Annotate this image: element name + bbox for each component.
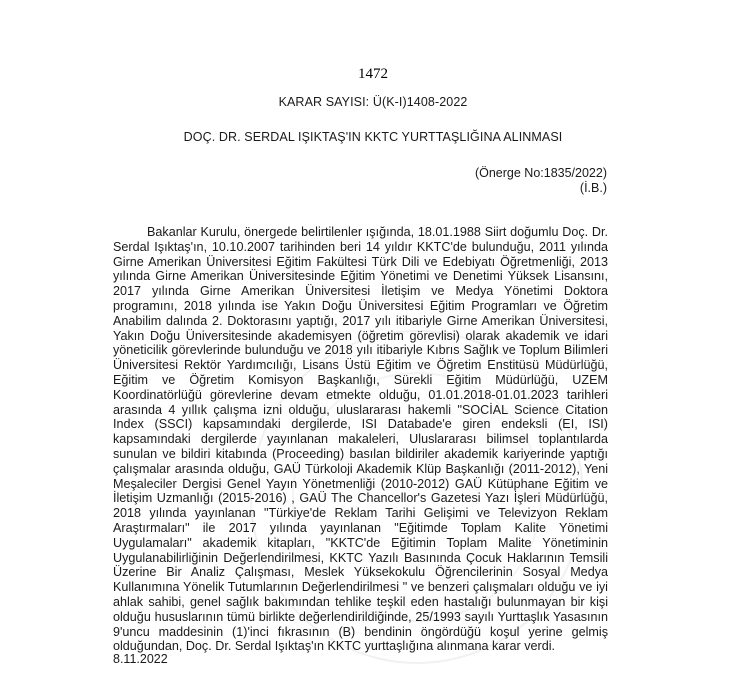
proposal-number: (Önerge No:1835/2022) [474,166,607,180]
decision-body: Bakanlar Kurulu, önergede belirtilenler ışığında, 18.01.1988 Siirt doğumlu Doç. Dr. Serdal Işıktaş'ın, 10.10.2007 tarihinden beri 14 yıldır KKTC'de bulunduğu, 2011 yılında Girne Amerikan Üniversitesi Eğitim Fakültesi Türk Dili ve Edebiyatı Öğretmenliği, 2013 yılında Girne Amerikan Üniversitesinde Eğitim Yönetimi ve Denetimi Yüksek Lisansını, 2017 yılında Girne Amerikan Üniversitesi İletişim ve Medya Yönetimi Doktora programını, 2018 yılında ise Yakın Doğu Üniversitesi Eğitim Programları ve Öğretim Anabilim dalında 2. Doktorasını yaptığı, 2017 yılı itibariyle Girne Amerikan Üniversitesi, Yakın Doğu Üniversitesinde akademisyen (öğretim görevlisi) olarak akademik ve idari yöneticilik görevlerinde bulunduğu ve 2018 yılı itibariyle Kıbrıs Sağlık ve Toplum Bilimleri Üniversitesi Rektör Yardımcılığı, Lisans Üstü Eğitim ve Öğretim Enstitüsü Müdürlüğü, Eğitim ve Öğretim Komisyon Başkanlığı, Sürekli Eğitim Müdürlüğü, UZEM Koordinatörlüğü görevlerine devam etmekte olduğu, 01.01.2018-01.01.2023 tarihleri arasında 4 yıllık çalışma izni olduğu, uluslararası hakemli "SOCİAL Science Citation Index (SSCI) kapsamındaki dergilerde, ISI Databade'e giren endeksli (EI, ISI) kapsamındaki dergilerde yayınlanan makaleleri, Uluslararası bilimsel toplantılarda sunulan ve bildiri kitabında (Proceeding) basılan bildiriler akademik kariyerinde yaptığı çalışmalar arasında olduğu, GAÜ Türkoloji Akademik Klüp Başkanlığı (2011-2012), Yeni Meşaleciler Dergisi Genel Yayın Yönetmenliği (2010-2012) GAÜ Kütüphane Eğitim ve İletişim Uzmanlığı (2015-2016) , GAÜ The Chancellor's Gazetesi Yazı İşleri Müdürlüğü, 2018 yılında yayınlanan "Türkiye'de Reklam Tarihi Gelişimi ve Televizyon Reklam Araştırmaları" ile 2017 yılında yayınlanan "Eğitimde Toplam Kalite Yönetimi Uygulamaları" akademik kitapları, "KKTC'de Eğitimin Toplam Malite Yönetiminin Uygulanabilirliğinin Değerlendirilmesi, KKTC Yazılı Basınında Çocuk Haklarının Temsili Üzerine Bir Analiz Çalışması, Meslek Yüksekokulu Öğrencilerinin Sosyal Medya Kullanımına Yönelik Tutumlarının Değerlendirilmesi " ve benzeri çalışmaları olduğu ve iyi ahlak sahibi, genel sağlık bakımından tehlike teşkil eden hastalığı bulunmayan bir kişi olduğu hususlarının tümü birlikte değerlendirildiğinde, 25/1993 sayılı Yurttaşlık Yasasının 9'uncu maddesinin (1)'inci fıkrasının (B) bendinin öngördüğü koşul yerine gelmiş olduğundan, Doç. Dr. Serdal Işıktaş'ın KKTC yurttaşlığına alınmana karar verdi. [113,225,608,654]
page-number: 1472 [358,66,388,82]
reference-block [475,166,607,196]
decision-date: 8.11.2022 [113,652,168,666]
decision-subject: DOÇ. DR. SERDAL IŞIKTAŞ'IN KKTC YURTTAŞLIĞINA ALINMASI [183,130,563,144]
decision-number: KARAR SAYISI: Ü(K-I)1408-2022 [278,95,468,109]
ministry-code: (İ.B.) [579,181,607,195]
